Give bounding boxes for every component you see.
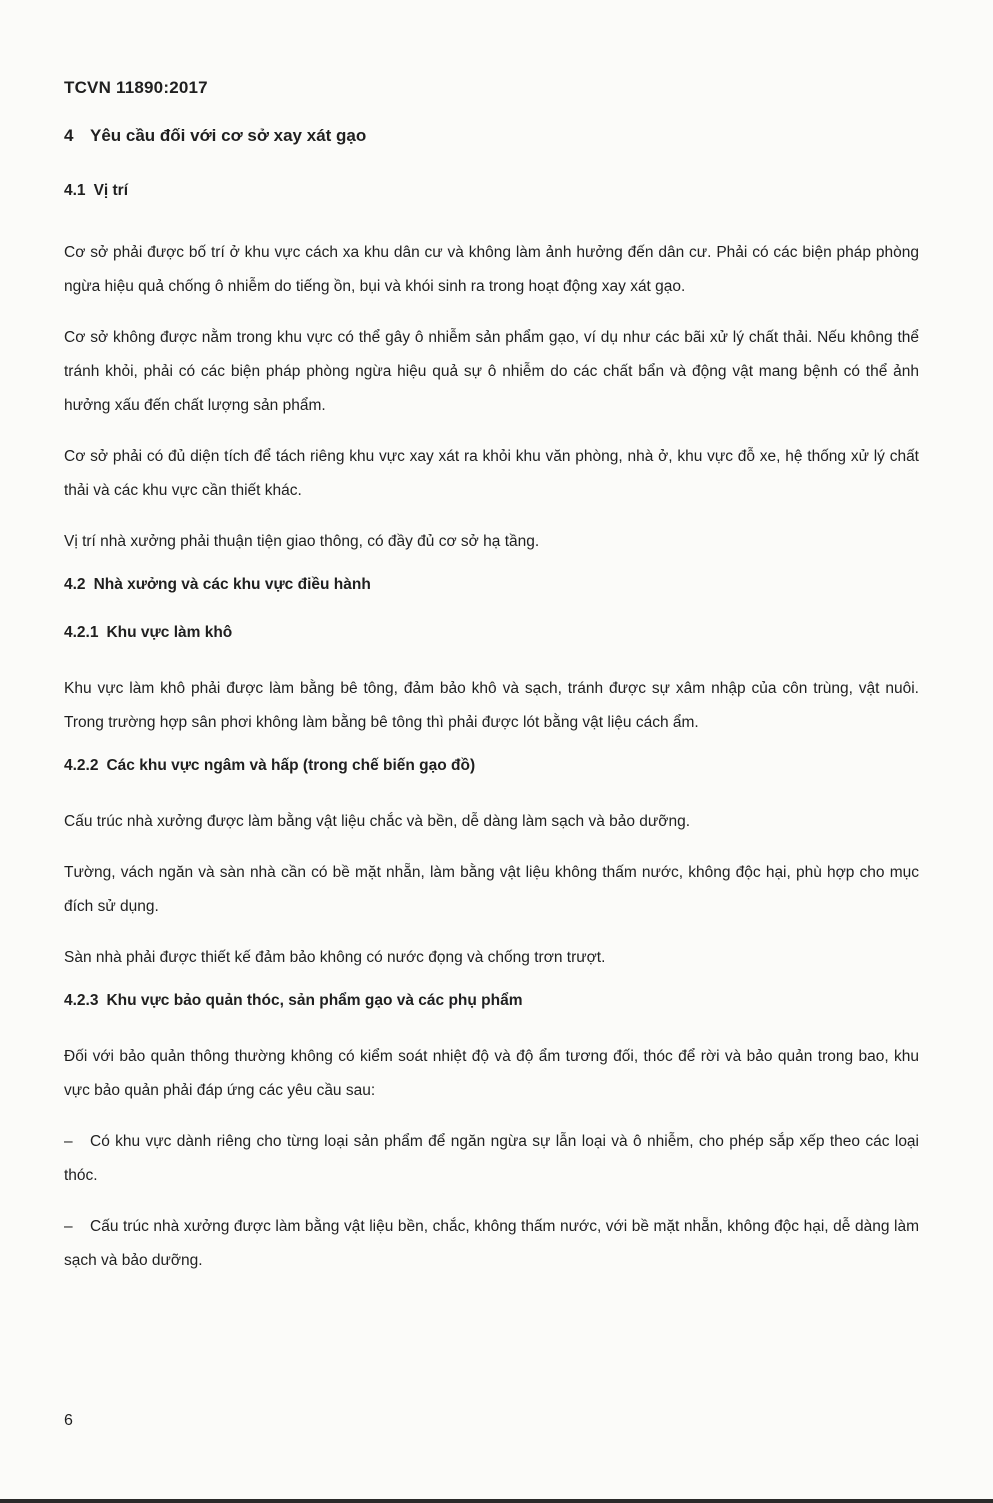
section-heading-4-2-3 — [64, 992, 919, 1010]
paragraph: Cơ sở không được nằm trong khu vực có thể gây ô nhiễm sản phẩm gạo, ví dụ như các bãi xử lý chất thải. Nếu không thể tránh khỏi, phải có các biện pháp phòng ngừa hiệu quả sự ô nhiễm do các chất bẩn và động vật mang bệnh có thể ảnh hưởng xấu đến chất lượng sản phẩm. — [64, 329, 919, 414]
list-item-text: Có khu vực dành riêng cho từng loại sản phẩm để ngăn ngừa sự lẫn loại và ô nhiễm, cho phép sắp xếp theo các loại thóc. — [64, 1133, 919, 1184]
section-heading-4 — [64, 126, 919, 146]
section-heading-4-2-2 — [64, 757, 919, 775]
section-title: Vị trí — [93, 182, 129, 199]
section-heading-4-2 — [64, 576, 919, 594]
paragraph: Cơ sở phải được bố trí ở khu vực cách xa khu dân cư và không làm ảnh hưởng đến dân cư. Phải có các biện pháp phòng ngừa hiệu quả chống ô nhiễm do tiếng ồn, bụi và khói sinh ra trong hoạt động xay xát gạo. — [64, 244, 919, 295]
paragraph: Vị trí nhà xưởng phải thuận tiện giao thông, có đầy đủ cơ sở hạ tầng. — [64, 533, 540, 550]
section-number: 4.2.3 — [64, 992, 99, 1009]
section-number: 4 — [64, 126, 74, 145]
page-number: 6 — [64, 1412, 73, 1429]
list-item — [64, 1210, 919, 1278]
paragraph: Tường, vách ngăn và sàn nhà cần có bề mặt nhẵn, làm bằng vật liệu không thấm nước, không độc hại, phù hợp cho mục đích sử dụng. — [64, 864, 919, 915]
section-number: 4.2.1 — [64, 624, 99, 641]
scan-edge-rule — [0, 1499, 993, 1503]
section-title: Yêu cầu đối với cơ sở xay xát gạo — [90, 126, 367, 145]
bullet-dash: – — [64, 1218, 73, 1235]
paragraph: Đối với bảo quản thông thường không có kiểm soát nhiệt độ và độ ẩm tương đối, thóc để rời và bảo quản trong bao, khu vực bảo quản phải đáp ứng các yêu cầu sau: — [64, 1048, 919, 1099]
paragraph: Cơ sở phải có đủ diện tích để tách riêng khu vực xay xát ra khỏi khu văn phòng, nhà ở, khu vực đỗ xe, hệ thống xử lý chất thải và các khu vực cần thiết khác. — [64, 448, 919, 499]
paragraph: Cấu trúc nhà xưởng được làm bằng vật liệu chắc và bền, dễ dàng làm sạch và bảo dưỡng. — [64, 813, 691, 830]
section-heading-4-2-1 — [64, 624, 919, 642]
document-header: TCVN 11890:2017 — [64, 78, 208, 97]
section-number: 4.1 — [64, 182, 86, 199]
list-item-text: Cấu trúc nhà xưởng được làm bằng vật liệu bền, chắc, không thấm nước, với bề mặt nhẵn, không độc hại, dễ dàng làm sạch và bảo dưỡng. — [64, 1218, 919, 1269]
paragraph: Sàn nhà phải được thiết kế đảm bảo không có nước đọng và chống trơn trượt. — [64, 949, 606, 966]
section-title: Nhà xưởng và các khu vực điều hành — [93, 576, 371, 593]
paragraph: Khu vực làm khô phải được làm bằng bê tông, đảm bảo khô và sạch, tránh được sự xâm nhập của côn trùng, vật nuôi. Trong trường hợp sân phơi không làm bằng bê tông thì phải được lót bằng vật liệu cách ẩm. — [64, 680, 919, 731]
section-title: Các khu vực ngâm và hấp (trong chế biến gạo đồ) — [106, 757, 476, 774]
list-item — [64, 1125, 919, 1193]
bullet-dash: – — [64, 1133, 73, 1150]
section-number: 4.2 — [64, 576, 86, 593]
section-title: Khu vực làm khô — [106, 624, 233, 641]
section-title: Khu vực bảo quản thóc, sản phẩm gạo và các phụ phẩm — [106, 992, 523, 1009]
section-number: 4.2.2 — [64, 757, 99, 774]
document-body — [64, 126, 919, 1295]
section-heading-4-1 — [64, 182, 919, 200]
